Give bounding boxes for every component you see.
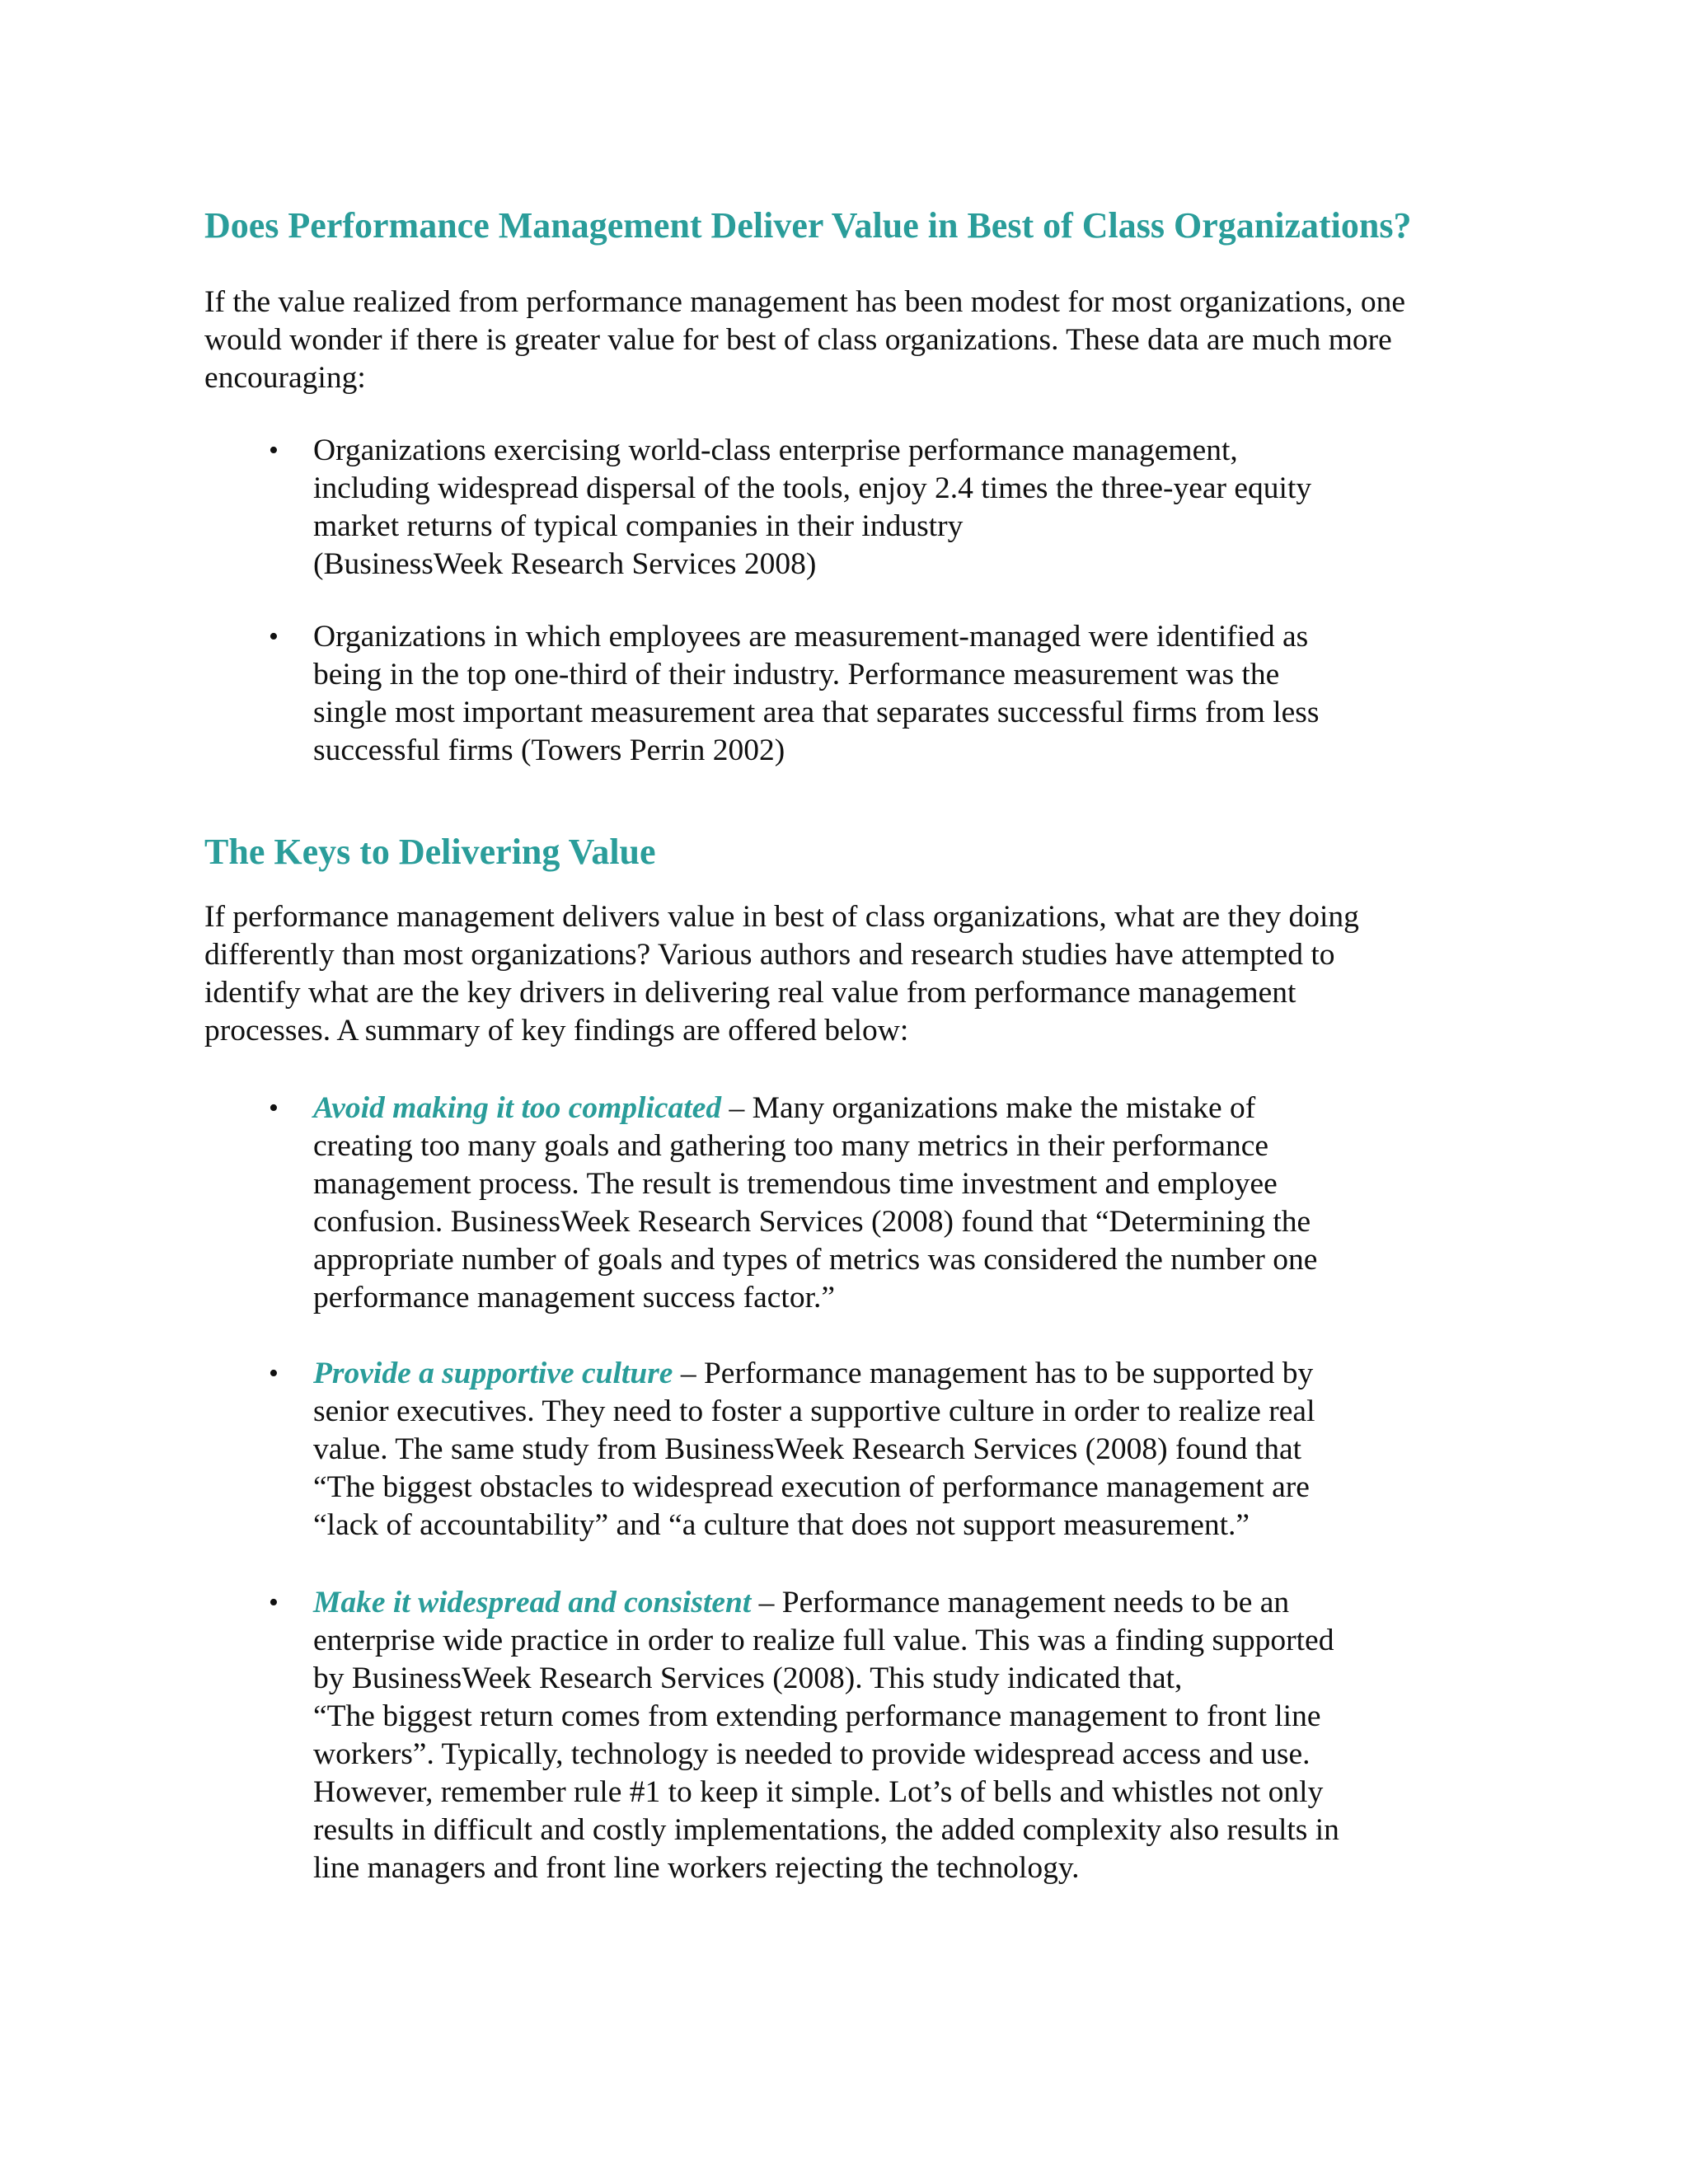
text-line: If performance management delivers value in best of class organizations, what are they doing (204, 900, 1359, 934)
list-item (204, 1355, 1490, 1544)
text-line: by BusinessWeek Research Services (2008). This study indicated that, (313, 1661, 1183, 1695)
text-line: (BusinessWeek Research Services 2008) (313, 547, 817, 581)
intro-paragraph-2 (204, 898, 1474, 1050)
list-item (204, 618, 1490, 770)
text-line (313, 1584, 1418, 1622)
bullet-text (313, 432, 1418, 583)
bullet-icon: • (269, 1587, 279, 1618)
text-line: differently than most organizations? Various authors and research studies have attempted to (204, 938, 1335, 972)
list-item (204, 1584, 1490, 1887)
key-intro: – Many organizations make the mistake of (721, 1091, 1256, 1125)
key-title: Make it widespread and consistent (313, 1586, 752, 1619)
text-line: market returns of typical companies in their industry (313, 509, 964, 543)
text-line: If the value realized from performance management has been modest for most organizations, one (204, 285, 1406, 319)
text-line: single most important measurement area that separates successful firms from less (313, 696, 1320, 729)
bullet-text (313, 1090, 1418, 1317)
text-line: Organizations in which employees are measurement-managed were identified as (313, 620, 1309, 654)
text-line: identify what are the key drivers in delivering real value from performance management (204, 976, 1296, 1010)
bullet-text (313, 1355, 1418, 1544)
bullet-icon: • (269, 621, 279, 652)
key-intro: – Performance management needs to be an (751, 1586, 1290, 1619)
text-line: creating too many goals and gathering too many metrics in their performance (313, 1129, 1268, 1163)
key-intro: – Performance management has to be supported by (673, 1357, 1314, 1390)
text-line: results in difficult and costly implementations, the added complexity also results in (313, 1813, 1339, 1847)
text-line: workers”. Typically, technology is needed to provide widespread access and use. (313, 1737, 1311, 1771)
text-line: encouraging: (204, 361, 366, 395)
findings-bullet-list (204, 432, 1490, 770)
text-line (313, 1090, 1418, 1127)
section-heading-keys-to-value: The Keys to Delivering Value (204, 832, 656, 872)
text-line: including widespread dispersal of the tools, enjoy 2.4 times the three-year equity (313, 471, 1312, 505)
text-line: processes. A summary of key findings are offered below: (204, 1014, 909, 1047)
text-line: confusion. BusinessWeek Research Services (2008) found that “Determining the (313, 1205, 1311, 1239)
bullet-text (313, 1584, 1418, 1887)
text-line: “The biggest obstacles to widespread execution of performance management are (313, 1470, 1310, 1504)
key-title: Avoid making it too complicated (313, 1091, 722, 1125)
text-line: value. The same study from BusinessWeek Research Services (2008) found that (313, 1432, 1302, 1466)
list-item (204, 1090, 1490, 1317)
text-line: “lack of accountability” and “a culture that does not support measurement.” (313, 1508, 1250, 1542)
bullet-icon: • (269, 1093, 279, 1123)
text-line: would wonder if there is greater value for best of class organizations. These data are much more (204, 323, 1392, 357)
text-line: “The biggest return comes from extending performance management to front line (313, 1699, 1321, 1733)
text-line: senior executives. They need to foster a supportive culture in order to realize real (313, 1394, 1315, 1428)
text-line: line managers and front line workers rejecting the technology. (313, 1851, 1080, 1885)
text-line: However, remember rule #1 to keep it simple. Lot’s of bells and whistles not only (313, 1775, 1324, 1809)
bullet-icon: • (269, 1358, 279, 1389)
text-line (313, 1355, 1418, 1393)
key-title: Provide a supportive culture (313, 1357, 673, 1390)
text-line: performance management success factor.” (313, 1281, 836, 1315)
text-line: enterprise wide practice in order to realize full value. This was a finding supported (313, 1624, 1334, 1657)
keys-bullet-list (204, 1090, 1490, 1887)
text-line: management process. The result is tremendous time investment and employee (313, 1167, 1278, 1201)
text-line: Organizations exercising world-class enterprise performance management, (313, 434, 1238, 467)
section-heading-value-best-of-class: Does Performance Management Deliver Value in Best of Class Organizations? (204, 205, 1412, 246)
intro-paragraph-1 (204, 284, 1490, 397)
bullet-text (313, 618, 1418, 770)
list-item (204, 432, 1490, 583)
text-line: appropriate number of goals and types of metrics was considered the number one (313, 1243, 1318, 1277)
text-line: being in the top one-third of their industry. Performance measurement was the (313, 658, 1280, 691)
bullet-icon: • (269, 435, 279, 466)
text-line: successful firms (Towers Perrin 2002) (313, 733, 785, 767)
